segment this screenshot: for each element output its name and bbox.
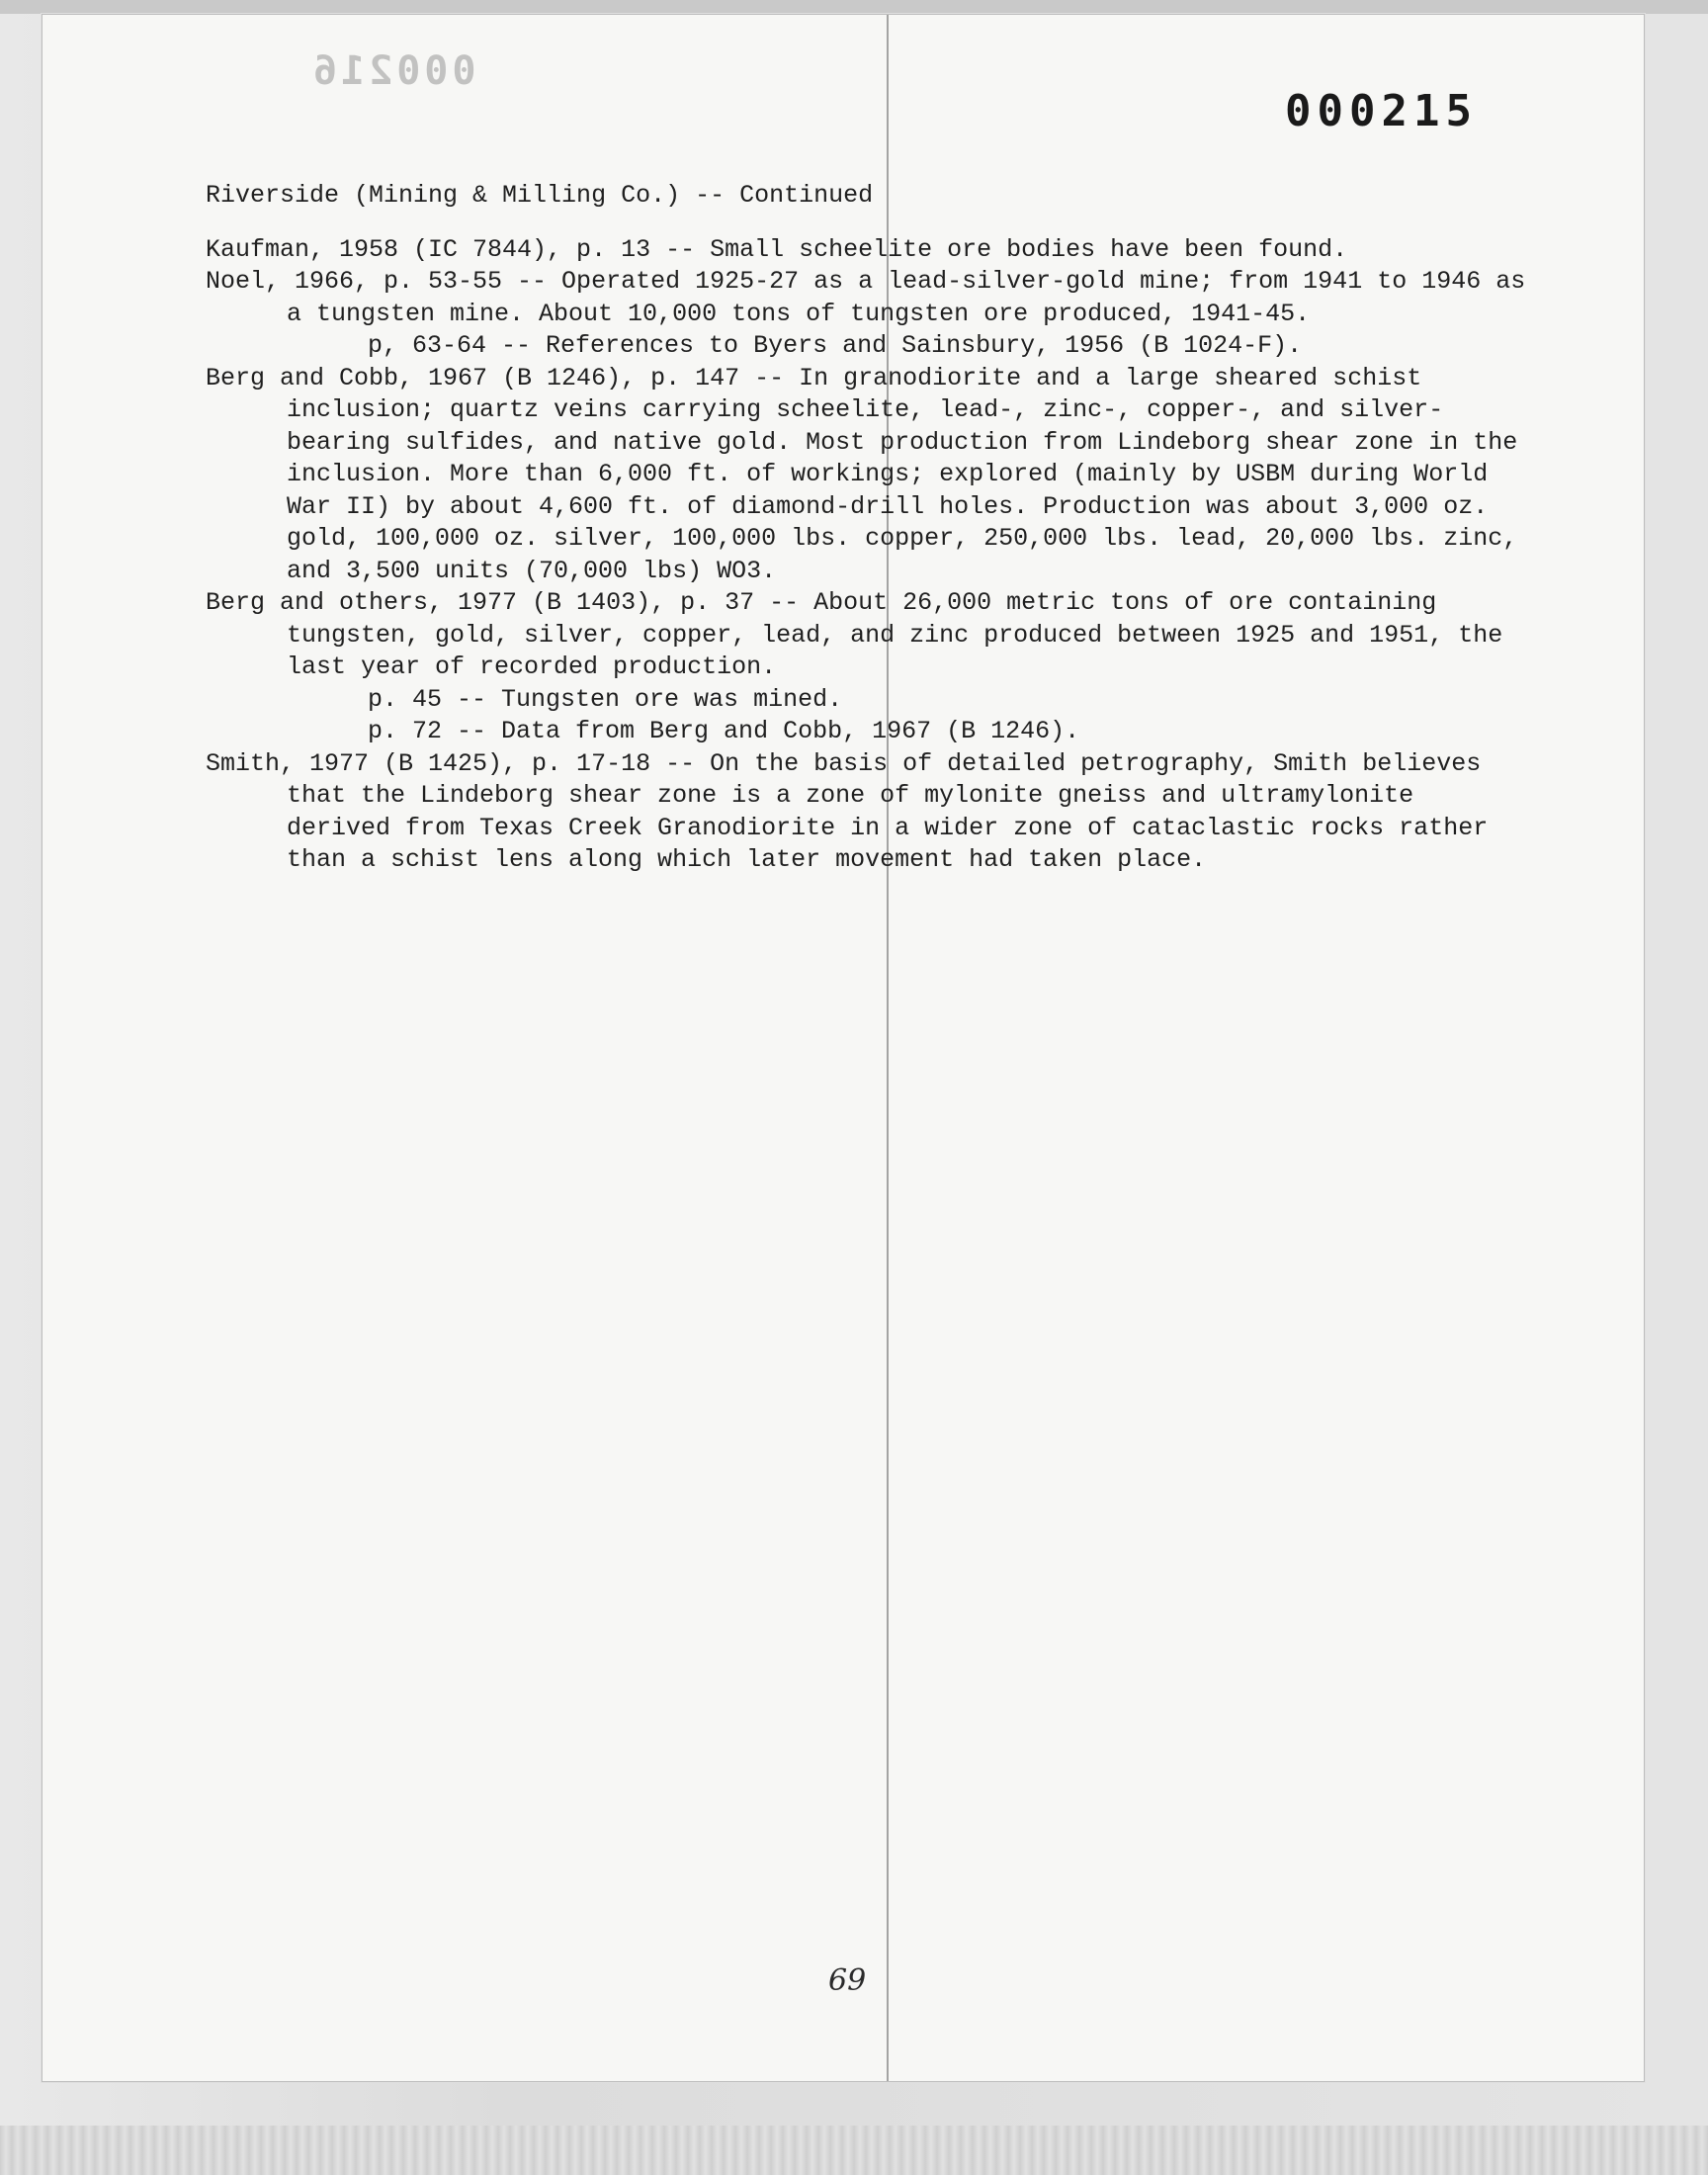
reference-entry: Berg and others, 1977 (B 1403), p. 37 -- About 26,000 metric tons of ore containing tungsten, gold, silver, copper, lead, and zinc produced between 1925 and 1951, the last year of recorded production.: [206, 588, 1503, 681]
reference-entry: Smith, 1977 (B 1425), p. 17-18 -- On the basis of detailed petrography, Smith believes that the Lindeborg shear zone is a zone of mylonite gneiss and ultramylonite derived from Texas Creek Granodiorite in a wider zone of cataclastic rocks rather than a schist lens along which later movement had taken place.: [206, 748, 1489, 874]
reference-subentry: p. 72 -- Data from Berg and Cobb, 1967 (B 1246).: [368, 717, 1080, 745]
document-number-stamp: 000215: [1285, 86, 1478, 136]
page-number: 69: [828, 1963, 867, 1998]
document-body: [206, 180, 1530, 877]
scan-top-strip: [0, 0, 1708, 14]
scan-bottom-strip: [0, 2126, 1708, 2175]
reference-subentry: p, 63-64 -- References to Byers and Sainsbury, 1956 (B 1024-F).: [368, 331, 1303, 360]
section-heading: Riverside (Mining & Milling Co.) -- Continued: [206, 181, 874, 210]
ghost-stamp-number: 000216: [309, 48, 476, 94]
reference-entry: Kaufman, 1958 (IC 7844), p. 13 -- Small scheelite ore bodies have been found.: [206, 234, 1348, 264]
reference-subentry: p. 45 -- Tungsten ore was mined.: [368, 684, 843, 714]
reference-entry: Noel, 1966, p. 53-55 -- Operated 1925-27 as a lead-silver-gold mine; from 1941 to 1946 as a tungsten mine. About 10,000 tons of tungsten ore produced, 1941-45.: [206, 267, 1526, 328]
reference-entry: Berg and Cobb, 1967 (B 1246), p. 147 -- In granodiorite and a large sheared schist inclusion; quartz veins carrying scheelite, lead-, zinc-, copper-, and silver-bearing sulfides, and native gold. Most production from Lindeborg shear zone in the inclusion. More than 6,000 ft. of workings; explored (mainly by USBM during World War II) by about 4,600 ft. of diamond-drill holes. Production was about 3,000 oz. gold, 100,000 oz. silver, 100,000 lbs. copper, 250,000 lbs. lead, 20,000 lbs. zinc, and 3,500 units (70,000 lbs) WO3.: [206, 363, 1518, 585]
